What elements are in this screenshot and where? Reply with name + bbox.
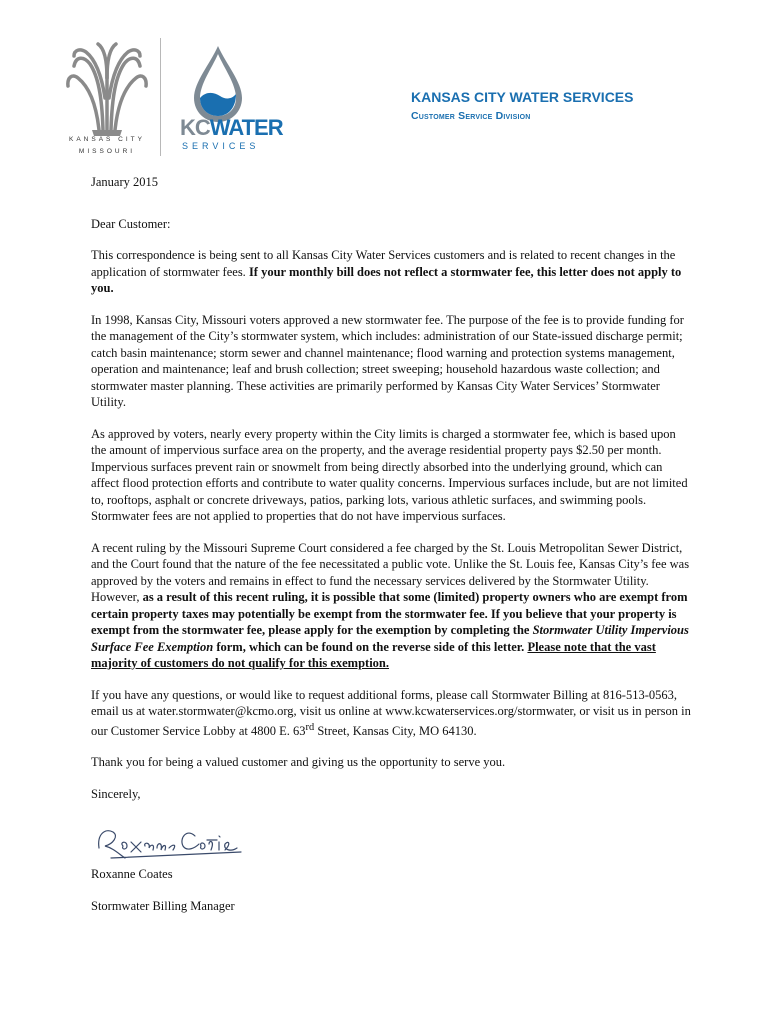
kc-text: KC xyxy=(180,115,210,140)
salutation: Dear Customer: xyxy=(91,216,171,231)
kcwater-wordmark xyxy=(180,116,283,140)
water-drop-logo xyxy=(188,44,248,124)
paragraph-4: A recent ruling by the Missouri Supreme Court considered a fee charged by the St. Louis Metropolitan Sewer District, and the Court found that the nature of the fee necessitated a public vote. Unlike the St. Louis fee, Kansas City’s fee was approved by the voters and remains in effect to fund the necessary services delivered by the Stormwater Utility. However, as a result of this recent ruling, it is possible that some (limited) property owners who are exempt from certain property taxes may potentially be exempt from the stormwater fee. If you believe that your property is exempt from the stormwater fee, please apply for the exemption by completing the Stormwater Utility Impervious Surface Fee Exemption form, which can be found on the reverse side of this letter. Please note that the vast majority of customers do not qualify for this exemption. xyxy=(91,540,690,670)
paragraph-2: In 1998, Kansas City, Missouri voters approved a new stormwater fee. The purpose of the fee is to provide funding for the management of the City’s stormwater system, which includes: administration of our State-issued discharge permit; catch basin maintenance; storm sewer and channel maintenance; flood warning and protection systems management, operation and maintenance; leaf and brush collection; street sweeping; household hazardous waste collection; and stormwater master planning. These activities are primarily performed by Kansas City Water Services’ Stormwater Utility. xyxy=(91,312,684,409)
paragraph-3: As approved by voters, nearly every property within the City limits is charged a stormwater fee, which is based upon the amount of impervious surface area on the property, and the average residential property pays $2.50 per month. Impervious surfaces prevent rain or snowmelt from being directly absorbed into the underlying ground, which can affect flood protection efforts and contribute to water quality concerns. Impervious surfaces include, but are not limited to, rooftops, asphalt or concrete driveways, patios, parking lots, various athletic surfaces, and swimming pools. Stormwater fees are not applied to properties that do not have impervious surfaces. xyxy=(91,426,688,523)
paragraph-1: This correspondence is being sent to all Kansas City Water Services customers and is related to recent changes in the application of stormwater fees. If your monthly bill does not reflect a stormwater fee, this letter does not apply to you. xyxy=(91,248,682,295)
department-title: KANSAS CITY WATER SERVICES xyxy=(411,89,634,105)
division-title: Customer Service Division xyxy=(411,110,531,122)
letter-date: January 2015 xyxy=(91,175,158,189)
water-text: WATER xyxy=(209,115,283,140)
exemption-note: Please note that the vast majority of customers do not qualify for this exemption. xyxy=(91,639,656,670)
kcwater-services-text: SERVICES xyxy=(182,141,260,151)
signer-name: Roxanne Coates xyxy=(91,867,173,882)
city-logo-line-2: MISSOURI xyxy=(78,148,136,155)
exemption-form-name: Stormwater Utility Impervious Surface Fee Exemption xyxy=(91,623,689,654)
paragraph-6: Thank you for being a valued customer and giving us the opportunity to serve you. xyxy=(91,755,506,770)
closing: Sincerely, xyxy=(91,786,141,801)
signer-title: Stormwater Billing Manager xyxy=(91,898,235,913)
paragraph-5: If you have any questions, or would like to request additional forms, please call Stormwater Billing at 816-513-0563, email us at water.stormwater@kcmo.org, visit us online at www.kcwaterservices.org/stormwater, or visit us in person in our Customer Service Lobby at 4800 E. 63rd Street, Kansas City, MO 64130. xyxy=(91,687,691,738)
signature xyxy=(91,814,251,866)
letter-body xyxy=(91,174,691,929)
city-logo-line-1: KANSAS CITY xyxy=(69,136,145,143)
logo-divider xyxy=(160,38,161,156)
